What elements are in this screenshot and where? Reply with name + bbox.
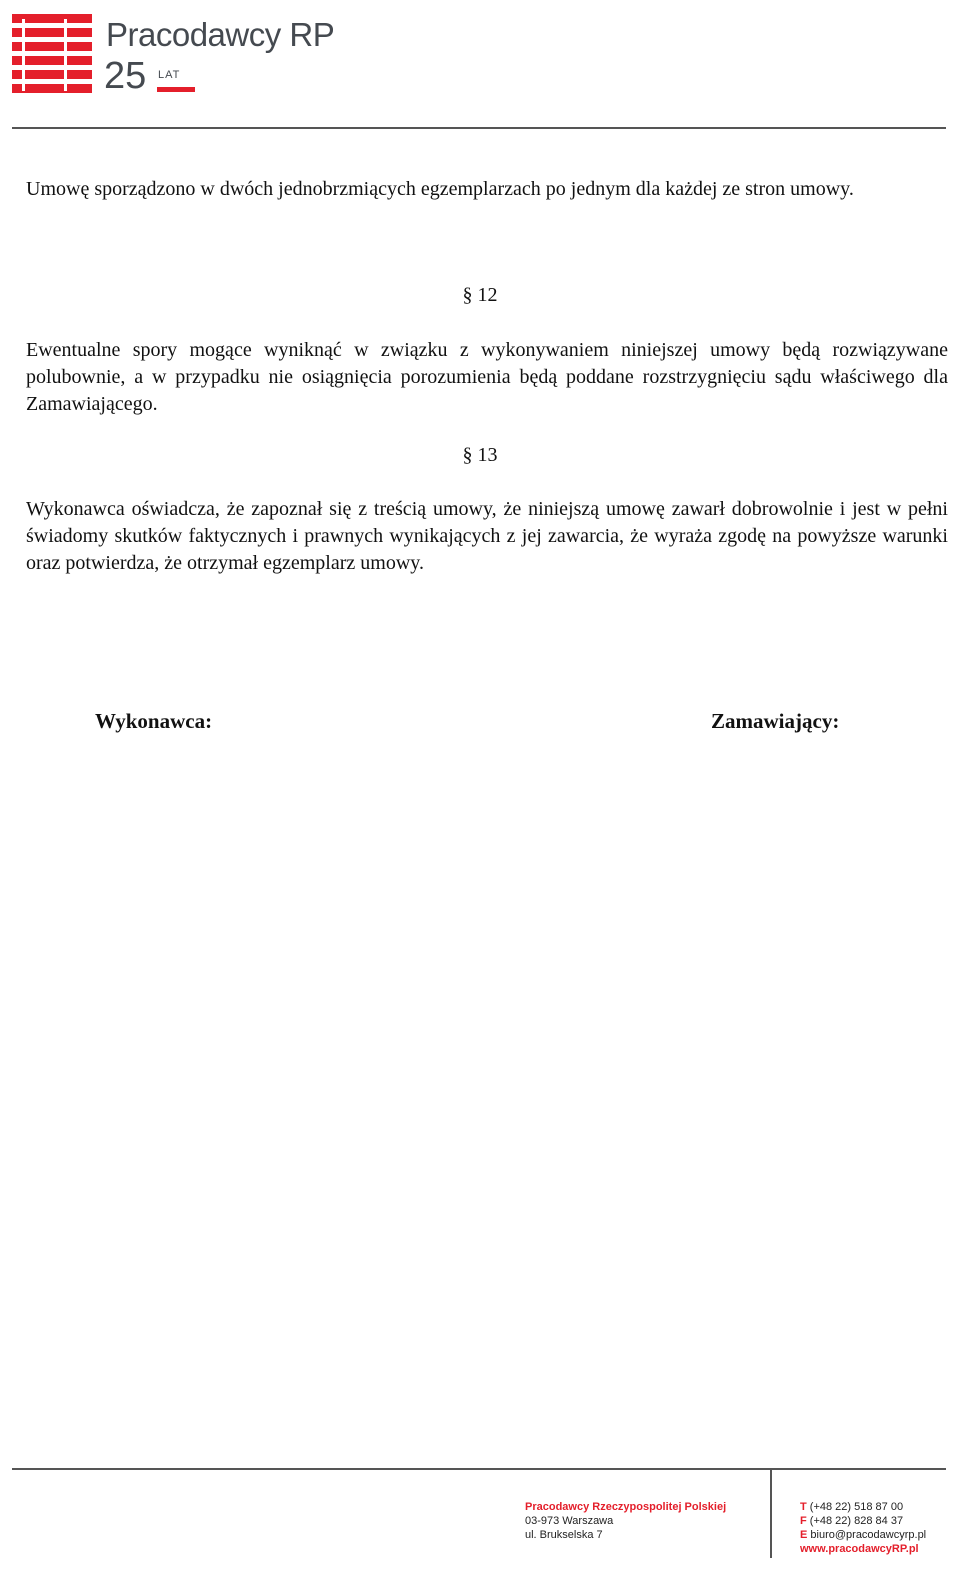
footer-phone-line — [800, 1500, 926, 1514]
paragraph-copies: Umowę sporządzono w dwóch jednobrzmiących egzemplarzach po jednym dla każdej ze stron umowy. — [26, 178, 854, 200]
section-12-text: Ewentualne spory mogące wyniknąć w związku z wykonywaniem niniejszej umowy będą rozwiązywane polubownie, a w przypadku nie osiągnięcia porozumienia będą poddane rozstrzygnięciu sądu właściwego dla Zamawiającego. — [26, 339, 948, 415]
logo-stripes-icon — [12, 14, 92, 94]
footer-contact — [800, 1500, 926, 1556]
section-12-heading: § 12 — [462, 284, 498, 306]
footer-vertical-divider — [770, 1470, 772, 1558]
footer-email-line — [800, 1528, 926, 1542]
footer-fax-label: F — [800, 1515, 807, 1527]
footer-org-name: Pracodawcy Rzeczypospolitej Polskiej — [525, 1501, 727, 1513]
section-13-text: Wykonawca oświadcza, że zapoznał się z treścią umowy, że niniejszą umowę zawarł dobrowolnie i jest w pełni świadomy skutków faktycznych i prawnych wynikających z jej zawarcia, że wyraża zgodę na powyższe warunki oraz potwierdza, że otrzymał egzemplarz umowy. — [26, 498, 948, 574]
logo-lat: LAT — [158, 69, 181, 81]
section-13-heading: § 13 — [462, 444, 498, 466]
signature-contractor: Wykonawca: — [95, 709, 213, 733]
signature-client: Zamawiający: — [711, 709, 840, 733]
logo-name: Pracodawcy RP — [106, 16, 335, 53]
footer-fax: (+48 22) 828 84 37 — [809, 1515, 904, 1527]
header-divider — [12, 127, 946, 129]
footer-postal: 03-973 Warszawa — [525, 1515, 614, 1527]
footer-email[interactable]: biuro@pracodawcyrp.pl — [810, 1529, 927, 1541]
footer-website[interactable]: www.pracodawcyRP.pl — [800, 1543, 919, 1555]
footer-phone-label: T — [800, 1501, 807, 1513]
logo-number: 25 — [104, 55, 147, 97]
logo-lat-bar — [157, 87, 195, 92]
footer-address — [525, 1500, 726, 1542]
footer-street: ul. Brukselska 7 — [525, 1529, 603, 1541]
company-logo — [12, 12, 335, 97]
footer-phone: (+48 22) 518 87 00 — [809, 1501, 904, 1513]
footer-divider — [12, 1468, 946, 1470]
footer-fax-line — [800, 1514, 926, 1528]
footer-email-label: E — [800, 1529, 808, 1541]
